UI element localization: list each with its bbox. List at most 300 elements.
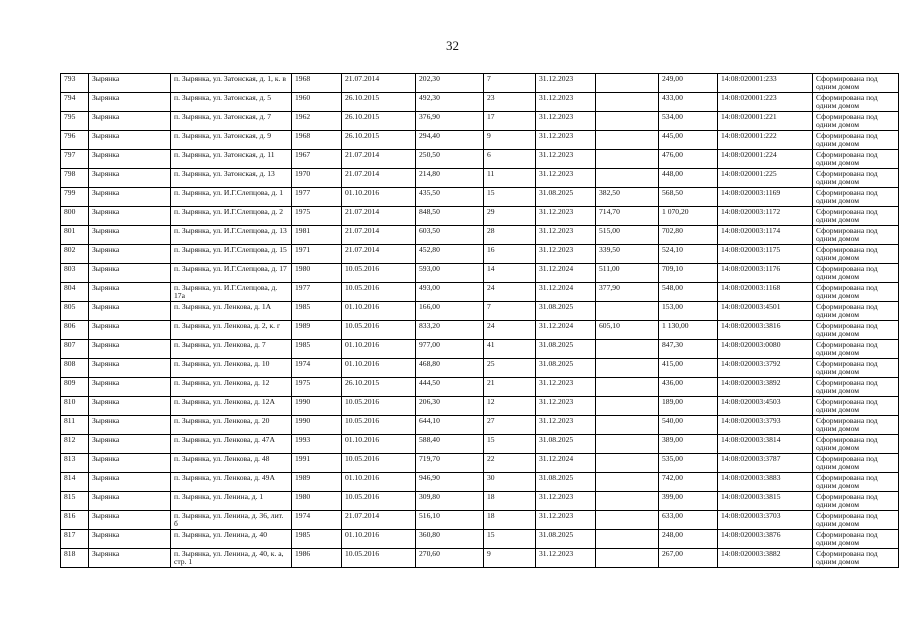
year-cell: 1975: [292, 378, 342, 397]
address-cell: п. Зырянка, ул. Ленкова, д. 12А: [171, 397, 292, 416]
table-row: [61, 530, 899, 549]
residents-cell: 7: [484, 302, 536, 321]
cadastral-number-cell: 14:08:020001:222: [718, 131, 813, 150]
address-cell: п. Зырянка, ул. Затонская, д. 5: [171, 93, 292, 112]
residents-cell: 7: [484, 74, 536, 93]
cadastral-number-cell: 14:08:020001:233: [718, 74, 813, 93]
date-cell: 21.07.2014: [342, 207, 416, 226]
status-cell: Сформирована под одним домом: [813, 359, 899, 378]
date-cell: 10.05.2016: [342, 492, 416, 511]
residents-cell: 25: [484, 359, 536, 378]
status-cell: Сформирована под одним домом: [813, 378, 899, 397]
status-cell: Сформирована под одним домом: [813, 112, 899, 131]
deadline-cell: 31.12.2023: [536, 207, 596, 226]
row-number-cell: 812: [61, 435, 89, 454]
status-cell: Сформирована под одним домом: [813, 340, 899, 359]
area3-cell: 568,50: [659, 188, 718, 207]
address-cell: п. Зырянка, ул. Ленина, д. 1: [171, 492, 292, 511]
table-row: [61, 473, 899, 492]
year-cell: 1974: [292, 359, 342, 378]
cadastral-number-cell: 14:08:020003:3816: [718, 321, 813, 340]
cadastral-number-cell: 14:08:020003:3876: [718, 530, 813, 549]
residents-cell: 28: [484, 226, 536, 245]
row-number-cell: 814: [61, 473, 89, 492]
area3-cell: 633,00: [659, 511, 718, 530]
date-cell: 21.07.2014: [342, 150, 416, 169]
residents-cell: 30: [484, 473, 536, 492]
area2-cell: 515,00: [596, 226, 659, 245]
cadastral-number-cell: 14:08:020003:3793: [718, 416, 813, 435]
residents-cell: 11: [484, 169, 536, 188]
year-cell: 1991: [292, 454, 342, 473]
year-cell: 1967: [292, 150, 342, 169]
area3-cell: 433,00: [659, 93, 718, 112]
date-cell: 01.10.2016: [342, 340, 416, 359]
table-row: [61, 150, 899, 169]
area-cell: 588,40: [416, 435, 484, 454]
address-cell: п. Зырянка, ул. И.Г.Слепцова, д. 1: [171, 188, 292, 207]
deadline-cell: 31.12.2023: [536, 492, 596, 511]
date-cell: 26.10.2015: [342, 93, 416, 112]
area-cell: 977,00: [416, 340, 484, 359]
row-number-cell: 806: [61, 321, 89, 340]
residents-cell: 14: [484, 264, 536, 283]
area2-cell: [596, 416, 659, 435]
area-cell: 468,80: [416, 359, 484, 378]
area3-cell: 1 070,20: [659, 207, 718, 226]
row-number-cell: 805: [61, 302, 89, 321]
residents-cell: 23: [484, 93, 536, 112]
area-cell: 444,50: [416, 378, 484, 397]
area3-cell: 702,80: [659, 226, 718, 245]
area3-cell: 535,00: [659, 454, 718, 473]
row-number-cell: 794: [61, 93, 89, 112]
area-cell: 294,40: [416, 131, 484, 150]
area2-cell: 714,70: [596, 207, 659, 226]
residents-cell: 22: [484, 454, 536, 473]
residents-cell: 16: [484, 245, 536, 264]
area2-cell: 382,50: [596, 188, 659, 207]
residents-cell: 24: [484, 321, 536, 340]
cadastral-number-cell: 14:08:020003:1169: [718, 188, 813, 207]
address-cell: п. Зырянка, ул. Ленина, д. 40, к. а, стр. 1: [171, 549, 292, 568]
table-row: [61, 93, 899, 112]
date-cell: 21.07.2014: [342, 226, 416, 245]
year-cell: 1990: [292, 416, 342, 435]
area-cell: 946,90: [416, 473, 484, 492]
address-cell: п. Зырянка, ул. Ленкова, д. 2, к. г: [171, 321, 292, 340]
cadastral-number-cell: 14:08:020003:1175: [718, 245, 813, 264]
table-row: [61, 397, 899, 416]
area3-cell: 524,10: [659, 245, 718, 264]
address-cell: п. Зырянка, ул. И.Г.Слепцова, д. 15: [171, 245, 292, 264]
table-row: [61, 492, 899, 511]
year-cell: 1985: [292, 340, 342, 359]
settlement-cell: Зырянка: [89, 321, 171, 340]
year-cell: 1960: [292, 93, 342, 112]
area-cell: 206,30: [416, 397, 484, 416]
cadastral-number-cell: 14:08:020003:3814: [718, 435, 813, 454]
area-cell: 493,00: [416, 283, 484, 302]
address-cell: п. Зырянка, ул. Ленкова, д. 47А: [171, 435, 292, 454]
area2-cell: [596, 378, 659, 397]
area-cell: 309,80: [416, 492, 484, 511]
area-cell: 593,00: [416, 264, 484, 283]
area2-cell: [596, 397, 659, 416]
date-cell: 26.10.2015: [342, 112, 416, 131]
settlement-cell: Зырянка: [89, 207, 171, 226]
date-cell: 01.10.2016: [342, 435, 416, 454]
deadline-cell: 31.12.2024: [536, 321, 596, 340]
row-number-cell: 796: [61, 131, 89, 150]
deadline-cell: 31.12.2023: [536, 245, 596, 264]
date-cell: 26.10.2015: [342, 378, 416, 397]
status-cell: Сформирована под одним домом: [813, 283, 899, 302]
residents-cell: 15: [484, 188, 536, 207]
deadline-cell: 31.12.2024: [536, 283, 596, 302]
date-cell: 10.05.2016: [342, 549, 416, 568]
address-cell: п. Зырянка, ул. Ленкова, д. 12: [171, 378, 292, 397]
row-number-cell: 816: [61, 511, 89, 530]
deadline-cell: 31.08.2025: [536, 359, 596, 378]
address-cell: п. Зырянка, ул. Ленкова, д. 49А: [171, 473, 292, 492]
table-row: [61, 131, 899, 150]
settlement-cell: Зырянка: [89, 416, 171, 435]
settlement-cell: Зырянка: [89, 530, 171, 549]
settlement-cell: Зырянка: [89, 264, 171, 283]
settlement-cell: Зырянка: [89, 112, 171, 131]
address-cell: п. Зырянка, ул. Затонская, д. 9: [171, 131, 292, 150]
area-cell: 250,50: [416, 150, 484, 169]
year-cell: 1977: [292, 283, 342, 302]
cadastral-number-cell: 14:08:020001:225: [718, 169, 813, 188]
page-number: 32: [446, 38, 459, 53]
address-cell: п. Зырянка, ул. И.Г.Слепцова, д. 2: [171, 207, 292, 226]
area3-cell: 248,00: [659, 530, 718, 549]
residents-cell: 21: [484, 378, 536, 397]
cadastral-number-cell: 14:08:020003:1174: [718, 226, 813, 245]
settlement-cell: Зырянка: [89, 150, 171, 169]
table-row: [61, 340, 899, 359]
settlement-cell: Зырянка: [89, 454, 171, 473]
area3-cell: 448,00: [659, 169, 718, 188]
date-cell: 10.05.2016: [342, 321, 416, 340]
table-row: [61, 378, 899, 397]
area2-cell: [596, 530, 659, 549]
area-cell: 202,30: [416, 74, 484, 93]
row-number-cell: 807: [61, 340, 89, 359]
row-number-cell: 808: [61, 359, 89, 378]
address-cell: п. Зырянка, ул. Ленина, д. 36, лит. б: [171, 511, 292, 530]
date-cell: 21.07.2014: [342, 74, 416, 93]
year-cell: 1962: [292, 112, 342, 131]
deadline-cell: 31.08.2025: [536, 473, 596, 492]
area2-cell: [596, 74, 659, 93]
area3-cell: 847,30: [659, 340, 718, 359]
residents-cell: 6: [484, 150, 536, 169]
status-cell: Сформирована под одним домом: [813, 93, 899, 112]
status-cell: Сформирована под одним домом: [813, 188, 899, 207]
table-row: [61, 207, 899, 226]
settlement-cell: Зырянка: [89, 340, 171, 359]
date-cell: 01.10.2016: [342, 359, 416, 378]
residents-cell: 9: [484, 131, 536, 150]
deadline-cell: 31.08.2025: [536, 188, 596, 207]
settlement-cell: Зырянка: [89, 359, 171, 378]
status-cell: Сформирована под одним домом: [813, 264, 899, 283]
row-number-cell: 793: [61, 74, 89, 93]
settlement-cell: Зырянка: [89, 245, 171, 264]
residents-cell: 18: [484, 492, 536, 511]
year-cell: 1986: [292, 549, 342, 568]
area-cell: 492,30: [416, 93, 484, 112]
settlement-cell: Зырянка: [89, 549, 171, 568]
residents-cell: 17: [484, 112, 536, 131]
area-cell: 270,60: [416, 549, 484, 568]
area-cell: 833,20: [416, 321, 484, 340]
table-row: [61, 188, 899, 207]
status-cell: Сформирована под одним домом: [813, 549, 899, 568]
area2-cell: [596, 473, 659, 492]
area2-cell: 377,90: [596, 283, 659, 302]
cadastral-number-cell: 14:08:020003:3815: [718, 492, 813, 511]
address-cell: п. Зырянка, ул. Ленкова, д. 48: [171, 454, 292, 473]
residents-cell: 29: [484, 207, 536, 226]
date-cell: 10.05.2016: [342, 264, 416, 283]
area2-cell: 339,50: [596, 245, 659, 264]
address-cell: п. Зырянка, ул. Затонская, д. 11: [171, 150, 292, 169]
table-row: [61, 435, 899, 454]
area-cell: 166,00: [416, 302, 484, 321]
year-cell: 1980: [292, 264, 342, 283]
residents-cell: 18: [484, 511, 536, 530]
status-cell: Сформирована под одним домом: [813, 435, 899, 454]
row-number-cell: 802: [61, 245, 89, 264]
row-number-cell: 817: [61, 530, 89, 549]
deadline-cell: 31.12.2023: [536, 169, 596, 188]
area3-cell: 742,00: [659, 473, 718, 492]
settlement-cell: Зырянка: [89, 74, 171, 93]
area3-cell: 534,00: [659, 112, 718, 131]
housing-register-table: [60, 73, 899, 568]
deadline-cell: 31.12.2023: [536, 131, 596, 150]
area3-cell: 389,00: [659, 435, 718, 454]
row-number-cell: 798: [61, 169, 89, 188]
deadline-cell: 31.12.2023: [536, 549, 596, 568]
residents-cell: 41: [484, 340, 536, 359]
cadastral-number-cell: 14:08:020003:3882: [718, 549, 813, 568]
status-cell: Сформирована под одним домом: [813, 131, 899, 150]
area2-cell: [596, 302, 659, 321]
deadline-cell: 31.08.2025: [536, 530, 596, 549]
table-row: [61, 549, 899, 568]
settlement-cell: Зырянка: [89, 435, 171, 454]
cadastral-number-cell: 14:08:020003:3703: [718, 511, 813, 530]
status-cell: Сформирована под одним домом: [813, 169, 899, 188]
area3-cell: 415,00: [659, 359, 718, 378]
status-cell: Сформирована под одним домом: [813, 150, 899, 169]
row-number-cell: 811: [61, 416, 89, 435]
address-cell: п. Зырянка, ул. Ленкова, д. 20: [171, 416, 292, 435]
deadline-cell: 31.08.2025: [536, 435, 596, 454]
deadline-cell: 31.12.2023: [536, 378, 596, 397]
area3-cell: 267,00: [659, 549, 718, 568]
area3-cell: 1 130,00: [659, 321, 718, 340]
date-cell: 10.05.2016: [342, 397, 416, 416]
area-cell: 376,90: [416, 112, 484, 131]
area2-cell: [596, 511, 659, 530]
year-cell: 1989: [292, 473, 342, 492]
date-cell: 01.10.2016: [342, 188, 416, 207]
area3-cell: 540,00: [659, 416, 718, 435]
area2-cell: [596, 359, 659, 378]
status-cell: Сформирована под одним домом: [813, 321, 899, 340]
area3-cell: 249,00: [659, 74, 718, 93]
deadline-cell: 31.12.2024: [536, 264, 596, 283]
deadline-cell: 31.12.2023: [536, 112, 596, 131]
settlement-cell: Зырянка: [89, 283, 171, 302]
cadastral-number-cell: 14:08:020003:3787: [718, 454, 813, 473]
row-number-cell: 810: [61, 397, 89, 416]
deadline-cell: 31.12.2024: [536, 454, 596, 473]
residents-cell: 15: [484, 435, 536, 454]
status-cell: Сформирована под одним домом: [813, 530, 899, 549]
row-number-cell: 800: [61, 207, 89, 226]
area2-cell: [596, 340, 659, 359]
address-cell: п. Зырянка, ул. Ленкова, д. 1А: [171, 302, 292, 321]
settlement-cell: Зырянка: [89, 511, 171, 530]
year-cell: 1971: [292, 245, 342, 264]
year-cell: 1985: [292, 302, 342, 321]
date-cell: 01.10.2016: [342, 473, 416, 492]
area3-cell: 399,00: [659, 492, 718, 511]
address-cell: п. Зырянка, ул. Затонская, д. 13: [171, 169, 292, 188]
area-cell: 516,10: [416, 511, 484, 530]
cadastral-number-cell: 14:08:020003:4503: [718, 397, 813, 416]
year-cell: 1975: [292, 207, 342, 226]
deadline-cell: 31.12.2023: [536, 397, 596, 416]
year-cell: 1974: [292, 511, 342, 530]
area2-cell: [596, 131, 659, 150]
settlement-cell: Зырянка: [89, 131, 171, 150]
area-cell: 452,80: [416, 245, 484, 264]
cadastral-number-cell: 14:08:020001:224: [718, 150, 813, 169]
cadastral-number-cell: 14:08:020001:221: [718, 112, 813, 131]
area2-cell: [596, 169, 659, 188]
cadastral-number-cell: 14:08:020003:1176: [718, 264, 813, 283]
address-cell: п. Зырянка, ул. Затонская, д. 7: [171, 112, 292, 131]
table-row: [61, 226, 899, 245]
status-cell: Сформирована под одним домом: [813, 226, 899, 245]
status-cell: Сформирована под одним домом: [813, 511, 899, 530]
settlement-cell: Зырянка: [89, 93, 171, 112]
area3-cell: 153,00: [659, 302, 718, 321]
status-cell: Сформирована под одним домом: [813, 397, 899, 416]
settlement-cell: Зырянка: [89, 226, 171, 245]
year-cell: 1968: [292, 131, 342, 150]
cadastral-number-cell: 14:08:020003:4501: [718, 302, 813, 321]
area-cell: 603,50: [416, 226, 484, 245]
row-number-cell: 818: [61, 549, 89, 568]
area2-cell: [596, 454, 659, 473]
status-cell: Сформирована под одним домом: [813, 416, 899, 435]
date-cell: 21.07.2014: [342, 511, 416, 530]
address-cell: п. Зырянка, ул. Ленина, д. 40: [171, 530, 292, 549]
deadline-cell: 31.12.2023: [536, 150, 596, 169]
table-body: [61, 74, 899, 568]
status-cell: Сформирована под одним домом: [813, 207, 899, 226]
area3-cell: 445,00: [659, 131, 718, 150]
table-row: [61, 511, 899, 530]
status-cell: Сформирована под одним домом: [813, 492, 899, 511]
deadline-cell: 31.12.2023: [536, 74, 596, 93]
row-number-cell: 815: [61, 492, 89, 511]
cadastral-number-cell: 14:08:020001:223: [718, 93, 813, 112]
date-cell: 01.10.2016: [342, 302, 416, 321]
table-row: [61, 302, 899, 321]
settlement-cell: Зырянка: [89, 492, 171, 511]
date-cell: 21.07.2014: [342, 245, 416, 264]
address-cell: п. Зырянка, ул. Ленкова, д. 10: [171, 359, 292, 378]
date-cell: 10.05.2016: [342, 283, 416, 302]
year-cell: 1989: [292, 321, 342, 340]
row-number-cell: 799: [61, 188, 89, 207]
status-cell: Сформирована под одним домом: [813, 302, 899, 321]
year-cell: 1990: [292, 397, 342, 416]
deadline-cell: 31.12.2023: [536, 226, 596, 245]
date-cell: 26.10.2015: [342, 131, 416, 150]
year-cell: 1981: [292, 226, 342, 245]
area-cell: 435,50: [416, 188, 484, 207]
settlement-cell: Зырянка: [89, 169, 171, 188]
settlement-cell: Зырянка: [89, 473, 171, 492]
area2-cell: 605,10: [596, 321, 659, 340]
area3-cell: 189,00: [659, 397, 718, 416]
row-number-cell: 804: [61, 283, 89, 302]
year-cell: 1993: [292, 435, 342, 454]
table-row: [61, 264, 899, 283]
residents-cell: 9: [484, 549, 536, 568]
area2-cell: [596, 112, 659, 131]
row-number-cell: 801: [61, 226, 89, 245]
area3-cell: 436,00: [659, 378, 718, 397]
table-row: [61, 416, 899, 435]
status-cell: Сформирована под одним домом: [813, 245, 899, 264]
deadline-cell: 31.08.2025: [536, 340, 596, 359]
area-cell: 848,50: [416, 207, 484, 226]
table-row: [61, 321, 899, 340]
cadastral-number-cell: 14:08:020003:0080: [718, 340, 813, 359]
area2-cell: 511,00: [596, 264, 659, 283]
residents-cell: 24: [484, 283, 536, 302]
table-row: [61, 169, 899, 188]
year-cell: 1985: [292, 530, 342, 549]
residents-cell: 12: [484, 397, 536, 416]
date-cell: 10.05.2016: [342, 416, 416, 435]
row-number-cell: 797: [61, 150, 89, 169]
date-cell: 10.05.2016: [342, 454, 416, 473]
area3-cell: 548,00: [659, 283, 718, 302]
deadline-cell: 31.12.2023: [536, 416, 596, 435]
residents-cell: 15: [484, 530, 536, 549]
area-cell: 360,80: [416, 530, 484, 549]
table-row: [61, 283, 899, 302]
address-cell: п. Зырянка, ул. Затонская, д. 1, к. в: [171, 74, 292, 93]
row-number-cell: 813: [61, 454, 89, 473]
settlement-cell: Зырянка: [89, 397, 171, 416]
year-cell: 1968: [292, 74, 342, 93]
status-cell: Сформирована под одним домом: [813, 74, 899, 93]
